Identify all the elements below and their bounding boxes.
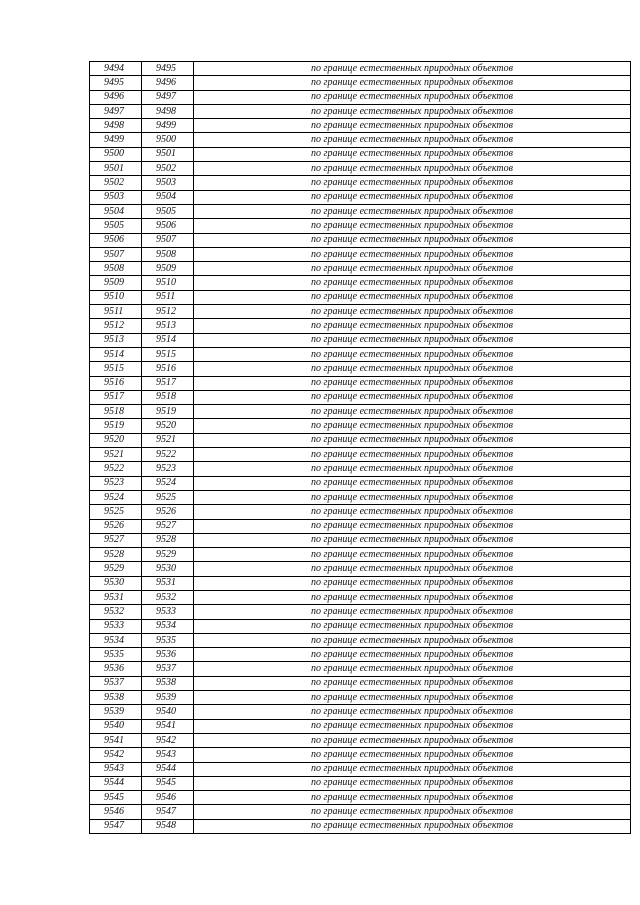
from-point-cell: 9543 — [90, 762, 142, 776]
table-row — [90, 490, 631, 504]
boundary-description-cell: по границе естественных природных объектов — [194, 104, 631, 118]
boundary-description-cell: по границе естественных природных объектов — [194, 190, 631, 204]
table-row — [90, 548, 631, 562]
to-point-cell: 9533 — [142, 605, 194, 619]
table-row — [90, 519, 631, 533]
from-point-cell: 9509 — [90, 276, 142, 290]
table-row — [90, 590, 631, 604]
boundary-description-cell: по границе естественных природных объектов — [194, 548, 631, 562]
table-row — [90, 705, 631, 719]
to-point-cell: 9498 — [142, 104, 194, 118]
from-point-cell: 9508 — [90, 262, 142, 276]
table-row — [90, 276, 631, 290]
from-point-cell: 9545 — [90, 791, 142, 805]
from-point-cell: 9506 — [90, 233, 142, 247]
boundary-description-cell: по границе естественных природных объектов — [194, 390, 631, 404]
boundary-description-cell: по границе естественных природных объектов — [194, 405, 631, 419]
table-row — [90, 219, 631, 233]
table-row — [90, 719, 631, 733]
table-row — [90, 462, 631, 476]
to-point-cell: 9537 — [142, 662, 194, 676]
to-point-cell: 9544 — [142, 762, 194, 776]
to-point-cell: 9531 — [142, 576, 194, 590]
boundary-description-cell: по границе естественных природных объектов — [194, 262, 631, 276]
boundary-description-cell: по границе естественных природных объектов — [194, 376, 631, 390]
to-point-cell: 9526 — [142, 505, 194, 519]
from-point-cell: 9495 — [90, 76, 142, 90]
table-row — [90, 305, 631, 319]
to-point-cell: 9508 — [142, 247, 194, 261]
to-point-cell: 9527 — [142, 519, 194, 533]
to-point-cell: 9545 — [142, 776, 194, 790]
to-point-cell: 9502 — [142, 162, 194, 176]
from-point-cell: 9546 — [90, 805, 142, 819]
from-point-cell: 9532 — [90, 605, 142, 619]
boundary-description-cell: по границе естественных природных объектов — [194, 204, 631, 218]
boundary-description-cell: по границе естественных природных объектов — [194, 476, 631, 490]
to-point-cell: 9512 — [142, 305, 194, 319]
table-row — [90, 633, 631, 647]
to-point-cell: 9496 — [142, 76, 194, 90]
from-point-cell: 9500 — [90, 147, 142, 161]
from-point-cell: 9540 — [90, 719, 142, 733]
boundary-description-cell: по границе естественных природных объектов — [194, 719, 631, 733]
to-point-cell: 9525 — [142, 490, 194, 504]
from-point-cell: 9514 — [90, 347, 142, 361]
to-point-cell: 9524 — [142, 476, 194, 490]
table-row — [90, 362, 631, 376]
from-point-cell: 9518 — [90, 405, 142, 419]
table-row — [90, 133, 631, 147]
to-point-cell: 9517 — [142, 376, 194, 390]
to-point-cell: 9523 — [142, 462, 194, 476]
to-point-cell: 9499 — [142, 119, 194, 133]
to-point-cell: 9507 — [142, 233, 194, 247]
boundary-description-cell: по границе естественных природных объектов — [194, 633, 631, 647]
from-point-cell: 9525 — [90, 505, 142, 519]
from-point-cell: 9534 — [90, 633, 142, 647]
to-point-cell: 9516 — [142, 362, 194, 376]
from-point-cell: 9533 — [90, 619, 142, 633]
to-point-cell: 9530 — [142, 562, 194, 576]
table-row — [90, 605, 631, 619]
table-row — [90, 76, 631, 90]
from-point-cell: 9527 — [90, 533, 142, 547]
to-point-cell: 9514 — [142, 333, 194, 347]
boundary-description-cell: по границе естественных природных объектов — [194, 290, 631, 304]
table-row — [90, 676, 631, 690]
boundary-description-cell: по границе естественных природных объектов — [194, 648, 631, 662]
boundary-description-cell: по границе естественных природных объектов — [194, 333, 631, 347]
from-point-cell: 9511 — [90, 305, 142, 319]
table-row — [90, 576, 631, 590]
from-point-cell: 9537 — [90, 676, 142, 690]
table-row — [90, 376, 631, 390]
from-point-cell: 9503 — [90, 190, 142, 204]
table-row — [90, 819, 631, 833]
table-row — [90, 762, 631, 776]
to-point-cell: 9540 — [142, 705, 194, 719]
from-point-cell: 9535 — [90, 648, 142, 662]
from-point-cell: 9541 — [90, 733, 142, 747]
table-row — [90, 147, 631, 161]
boundary-description-cell: по границе естественных природных объектов — [194, 691, 631, 705]
boundary-description-cell: по границе естественных природных объектов — [194, 133, 631, 147]
to-point-cell: 9510 — [142, 276, 194, 290]
to-point-cell: 9535 — [142, 633, 194, 647]
from-point-cell: 9544 — [90, 776, 142, 790]
table-row — [90, 347, 631, 361]
boundary-description-cell: по границе естественных природных объектов — [194, 276, 631, 290]
to-point-cell: 9548 — [142, 819, 194, 833]
to-point-cell: 9518 — [142, 390, 194, 404]
table-row — [90, 562, 631, 576]
table-row — [90, 533, 631, 547]
boundary-description-cell: по границе естественных природных объектов — [194, 776, 631, 790]
boundary-description-cell: по границе естественных природных объектов — [194, 247, 631, 261]
from-point-cell: 9507 — [90, 247, 142, 261]
table-row — [90, 233, 631, 247]
boundary-description-cell: по границе естественных природных объектов — [194, 505, 631, 519]
from-point-cell: 9530 — [90, 576, 142, 590]
from-point-cell: 9505 — [90, 219, 142, 233]
from-point-cell: 9521 — [90, 448, 142, 462]
from-point-cell: 9515 — [90, 362, 142, 376]
from-point-cell: 9529 — [90, 562, 142, 576]
to-point-cell: 9513 — [142, 319, 194, 333]
to-point-cell: 9515 — [142, 347, 194, 361]
boundary-description-cell: по границе естественных природных объектов — [194, 448, 631, 462]
to-point-cell: 9538 — [142, 676, 194, 690]
to-point-cell: 9509 — [142, 262, 194, 276]
from-point-cell: 9502 — [90, 176, 142, 190]
boundary-description-cell: по границе естественных природных объектов — [194, 419, 631, 433]
boundary-description-cell: по границе естественных природных объектов — [194, 748, 631, 762]
to-point-cell: 9534 — [142, 619, 194, 633]
to-point-cell: 9528 — [142, 533, 194, 547]
table-row — [90, 448, 631, 462]
boundary-description-cell: по границе естественных природных объектов — [194, 90, 631, 104]
boundary-description-cell: по границе естественных природных объектов — [194, 676, 631, 690]
table-row — [90, 619, 631, 633]
table-row — [90, 90, 631, 104]
from-point-cell: 9516 — [90, 376, 142, 390]
boundary-description-cell: по границе естественных природных объектов — [194, 590, 631, 604]
table-row — [90, 390, 631, 404]
to-point-cell: 9506 — [142, 219, 194, 233]
to-point-cell: 9546 — [142, 791, 194, 805]
boundary-description-cell: по границе естественных природных объектов — [194, 119, 631, 133]
from-point-cell: 9510 — [90, 290, 142, 304]
to-point-cell: 9519 — [142, 405, 194, 419]
from-point-cell: 9513 — [90, 333, 142, 347]
boundary-description-cell: по границе естественных природных объектов — [194, 762, 631, 776]
boundary-description-cell: по границе естественных природных объектов — [194, 619, 631, 633]
boundary-description-cell: по границе естественных природных объектов — [194, 362, 631, 376]
table-row — [90, 162, 631, 176]
to-point-cell: 9543 — [142, 748, 194, 762]
from-point-cell: 9547 — [90, 819, 142, 833]
from-point-cell: 9524 — [90, 490, 142, 504]
to-point-cell: 9520 — [142, 419, 194, 433]
table-row — [90, 62, 631, 76]
table-row — [90, 419, 631, 433]
table-row — [90, 662, 631, 676]
boundary-description-cell: по границе естественных природных объектов — [194, 176, 631, 190]
to-point-cell: 9501 — [142, 147, 194, 161]
table-row — [90, 319, 631, 333]
table-row — [90, 104, 631, 118]
to-point-cell: 9541 — [142, 719, 194, 733]
to-point-cell: 9532 — [142, 590, 194, 604]
from-point-cell: 9520 — [90, 433, 142, 447]
to-point-cell: 9505 — [142, 204, 194, 218]
from-point-cell: 9536 — [90, 662, 142, 676]
table-row — [90, 476, 631, 490]
to-point-cell: 9504 — [142, 190, 194, 204]
table-row — [90, 505, 631, 519]
from-point-cell: 9494 — [90, 62, 142, 76]
table-row — [90, 805, 631, 819]
boundary-description-cell: по границе естественных природных объектов — [194, 519, 631, 533]
boundary-description-cell: по границе естественных природных объектов — [194, 562, 631, 576]
table-row — [90, 691, 631, 705]
from-point-cell: 9517 — [90, 390, 142, 404]
boundary-description-cell: по границе естественных природных объектов — [194, 433, 631, 447]
boundary-description-cell: по границе естественных природных объектов — [194, 819, 631, 833]
boundary-description-cell: по границе естественных природных объектов — [194, 147, 631, 161]
to-point-cell: 9529 — [142, 548, 194, 562]
boundary-description-cell: по границе естественных природных объектов — [194, 533, 631, 547]
to-point-cell: 9503 — [142, 176, 194, 190]
table-row — [90, 204, 631, 218]
boundary-description-cell: по границе естественных природных объектов — [194, 705, 631, 719]
from-point-cell: 9539 — [90, 705, 142, 719]
from-point-cell: 9519 — [90, 419, 142, 433]
table-row — [90, 648, 631, 662]
from-point-cell: 9531 — [90, 590, 142, 604]
boundary-description-cell: по границе естественных природных объектов — [194, 233, 631, 247]
boundary-description-cell: по границе естественных природных объектов — [194, 490, 631, 504]
boundary-description-cell: по границе естественных природных объектов — [194, 605, 631, 619]
to-point-cell: 9497 — [142, 90, 194, 104]
table-row — [90, 791, 631, 805]
table-row — [90, 119, 631, 133]
to-point-cell: 9495 — [142, 62, 194, 76]
from-point-cell: 9504 — [90, 204, 142, 218]
boundary-points-table — [89, 61, 631, 834]
boundary-description-cell: по границе естественных природных объектов — [194, 319, 631, 333]
table-row — [90, 733, 631, 747]
boundary-description-cell: по границе естественных природных объектов — [194, 305, 631, 319]
boundary-description-cell: по границе естественных природных объектов — [194, 462, 631, 476]
boundary-description-cell: по границе естественных природных объектов — [194, 162, 631, 176]
table-body — [90, 62, 631, 834]
from-point-cell: 9501 — [90, 162, 142, 176]
to-point-cell: 9539 — [142, 691, 194, 705]
boundary-description-cell: по границе естественных природных объектов — [194, 662, 631, 676]
table-row — [90, 405, 631, 419]
table-row — [90, 748, 631, 762]
boundary-description-cell: по границе естественных природных объектов — [194, 219, 631, 233]
table-row — [90, 776, 631, 790]
table-row — [90, 176, 631, 190]
table-row — [90, 433, 631, 447]
table-row — [90, 333, 631, 347]
to-point-cell: 9500 — [142, 133, 194, 147]
to-point-cell: 9522 — [142, 448, 194, 462]
from-point-cell: 9512 — [90, 319, 142, 333]
boundary-description-cell: по границе естественных природных объектов — [194, 347, 631, 361]
from-point-cell: 9523 — [90, 476, 142, 490]
table-row — [90, 262, 631, 276]
boundary-description-cell: по границе естественных природных объектов — [194, 62, 631, 76]
from-point-cell: 9542 — [90, 748, 142, 762]
table-row — [90, 247, 631, 261]
to-point-cell: 9547 — [142, 805, 194, 819]
from-point-cell: 9526 — [90, 519, 142, 533]
from-point-cell: 9496 — [90, 90, 142, 104]
boundary-description-cell: по границе естественных природных объектов — [194, 791, 631, 805]
boundary-description-cell: по границе естественных природных объектов — [194, 805, 631, 819]
from-point-cell: 9528 — [90, 548, 142, 562]
from-point-cell: 9522 — [90, 462, 142, 476]
from-point-cell: 9497 — [90, 104, 142, 118]
to-point-cell: 9511 — [142, 290, 194, 304]
boundary-description-cell: по границе естественных природных объектов — [194, 76, 631, 90]
boundary-description-cell: по границе естественных природных объектов — [194, 733, 631, 747]
from-point-cell: 9498 — [90, 119, 142, 133]
to-point-cell: 9521 — [142, 433, 194, 447]
to-point-cell: 9542 — [142, 733, 194, 747]
from-point-cell: 9499 — [90, 133, 142, 147]
table-row — [90, 290, 631, 304]
to-point-cell: 9536 — [142, 648, 194, 662]
from-point-cell: 9538 — [90, 691, 142, 705]
boundary-description-cell: по границе естественных природных объектов — [194, 576, 631, 590]
table-row — [90, 190, 631, 204]
